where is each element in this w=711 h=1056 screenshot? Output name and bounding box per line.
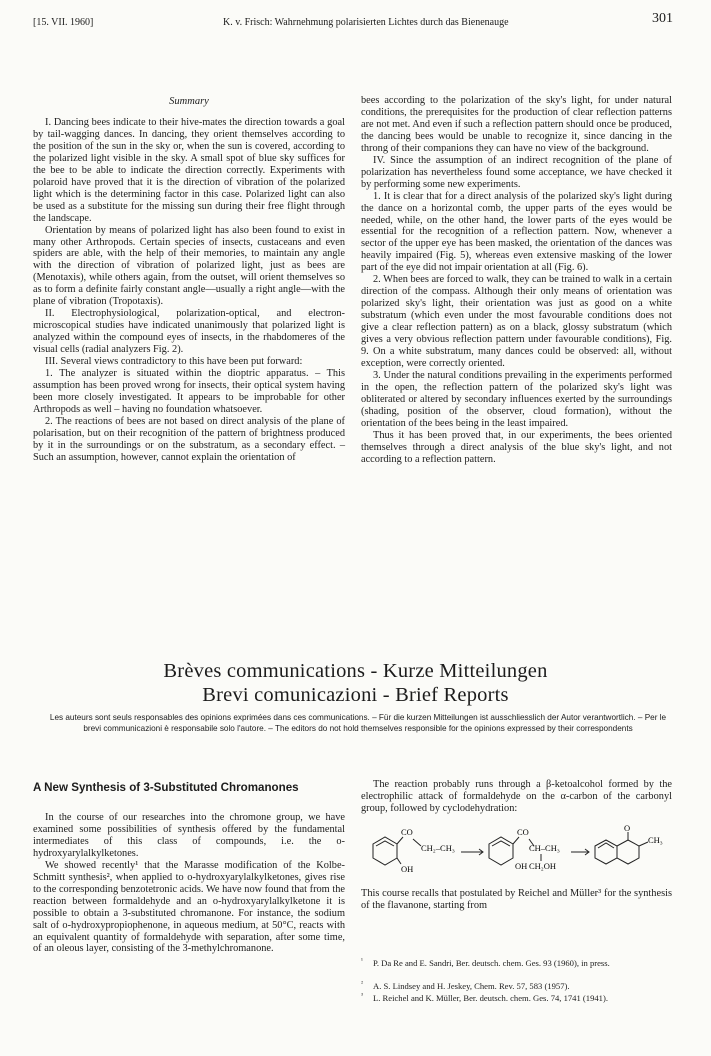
paragraph: Thus it has been proved that, in our experiments, the bees oriented themselves through a direct analysis of the blue sky's light, and not according to a reflection pattern.	[361, 429, 672, 465]
reaction-scheme	[361, 824, 672, 886]
scheme-ch3: CH₃	[648, 835, 663, 845]
scheme-chain-1: CH₂–CH₃	[421, 843, 455, 853]
paragraph: Orientation by means of polarized light has also been found to exist in many other Arthropods. Certain species of insects, custaceans and even spiders are able, with the help of their memories, to maintain any angle with the direction of vibration of polarized light, just as bees are (Menotaxis), while others again, from the outset, will orient themselves so as to form a definite fairly constant angle—usually a right angle—with the plane of vibration (Tropotaxis).	[33, 224, 345, 308]
scheme-ch2oh: CH₂OH	[529, 861, 557, 871]
article-title: A New Synthesis of 3-Substituted Chromanones	[33, 781, 299, 794]
running-header	[33, 13, 673, 29]
paragraph: We showed recently¹ that the Marasse modification of the Kolbe-Schmitt synthesis², when applied to o-hydroxyarylalkylketones, gives rise to the corresponding benzotetronic acids. We have now found that from the reaction between formaldehyde and an o-hydroxyarylalkylketone it is possible to obtain a 3-substituted chromanone. For instance, the sodium salt of o-hydroxypropiophenone, in aqueous medium, at 50°C, reacts with an equivalent quantity of formaldehyde with separation, after some time, of an oleous layer, consisting of the 3-methylchromanone.	[33, 859, 345, 955]
paragraph: 3. Under the natural conditions prevailing in the experiments performed in the open, the reflection pattern of the polarized sky's light was obliterated or altered by secondary influences exerted by the surroundings (shading, position of the observer, cloud formation), without the orientation of the bees being in the least impaired.	[361, 369, 672, 429]
scheme-co-1: CO	[401, 827, 413, 837]
arrow	[461, 849, 483, 855]
page-number: 301	[652, 11, 673, 26]
scheme-oh-2: OH	[515, 861, 528, 871]
paragraph: II. Electrophysiological, polarization-optical, and electron-microscopical studies have indicated unanimously that polarized light is analyzed within the compound eyes of insects, in the rhabdomeres of the visual cells (radial analyzers Fig. 2).	[33, 308, 345, 356]
section-title-line2: Brevi comunicazioni - Brief Reports	[202, 684, 509, 706]
paragraph: In the course of our researches into the chromone group, we have examined some possibilities of synthesis offered by the fundamental intermediates of this class of compounds, i.e. the o-hydroxyarylalkylketones.	[33, 812, 345, 859]
paragraph: 1. The analyzer is situated within the dioptric apparatus. – This assumption has been proved wrong for insects, their optical system having been more closely investigated. It appears to be improbable for other Arthropods as well – having no foundation whatsoever.	[33, 368, 345, 415]
article-left-column	[33, 812, 345, 955]
running-title: K. v. Frisch: Wahrnehmung polarisierten Lichtes durch das Bienenauge	[223, 17, 509, 28]
paragraph: This course recalls that postulated by Reichel and Müller³ for the synthesis of the flavanone, starting from	[361, 888, 672, 911]
paragraph: The reaction probably runs through a β-ketoalcohol formed by the electrophilic attack of formaldehyde on the α-carbon of the carbonyl group, followed by cyclodehydration:	[361, 779, 672, 814]
paragraph: 2. The reactions of bees are not based on direct analysis of the plane of polarisation, but on their recognition of the pattern of brightness produced by it in the surroundings or on the substratum, as a secondary effect. – Such an assumption, however, cannot explain the orientation of	[33, 415, 345, 463]
scheme-co-2: CO	[517, 827, 529, 837]
scheme-o-3: O	[624, 824, 631, 833]
summary-right-column	[361, 95, 672, 466]
paragraph: bees according to the polarization of the sky's light, for under natural conditions, the prerequisites for the production of clear reflection patterns are not met. And even if such a reflection pattern should once be produced, the dancing bees would be unable to recognize it, since dancing in the throng of their companions they can have no view of the background.	[361, 95, 672, 154]
footnote-3: ³ L. Reichel and K. Müller, Ber. deutsch. chem. Ges. 74, 1741 (1941).	[361, 992, 608, 1003]
article-right-column-top	[361, 779, 672, 815]
article-right-column-bottom	[361, 888, 672, 912]
scheme-oh-1: OH	[401, 864, 414, 874]
chromanone-ring	[595, 832, 648, 864]
footnote-2: ² A. S. Lindsey and H. Jeskey, Chem. Rev. 57, 583 (1957).	[361, 980, 570, 991]
footnote-text: A. S. Lindsey and H. Jeskey, Chem. Rev. 57, 583 (1957).	[373, 981, 570, 991]
paragraph: I. Dancing bees indicate to their hive-mates the direction towards a goal by tail-wagging dances. In dancing, they orient themselves according to the position of the sun in the sky or, when the sun is covered, according to the polarized light visible in the sky. A small spot of blue sky suffices for the bee to be able to indicate the direction correctly. Experiments with polaroid have proved that it is the direction of vibration of the polarized light which is the determining factor in this case. Polarized light can also be used as a substitute for the missing sun during their free flight through the landscape.	[33, 117, 345, 224]
issue-date: [15. VII. 1960]	[33, 17, 94, 28]
footnote-text: L. Reichel and K. Müller, Ber. deutsch. chem. Ges. 74, 1741 (1941).	[373, 993, 608, 1003]
editorial-disclaimer: Les auteurs sont seuls responsables des opinions exprimées dans ces communications. – Für die kurzen Mitteilungen ist ausschliesslich der Autor verantwortlich. – Per le brevi communicazioni è responsabile solo l'autore. – The editors do not hold themselves responsible for the opinions expressed by their correspondents	[49, 713, 667, 733]
arrow	[571, 849, 589, 855]
summary-left-column	[33, 117, 345, 464]
paragraph: 2. When bees are forced to walk, they can be trained to walk in a certain direction of the compass. Although their only means of orientation was polarized sky's light, their orientation was just as good on a white substratum (which even under the most favourable conditions does not give a clear reflection pattern) as on a black, glossy substratum (which gives a very obvious reflection pattern under favourable conditions), Fig. 9. On a white substratum, many dances could be observed: all, without exception, were correctly oriented.	[361, 274, 672, 369]
summary-heading: Summary	[169, 96, 209, 107]
footnote-1: ¹ P. Da Re and E. Sandri, Ber. deutsch. chem. Ges. 93 (1960), in press.	[361, 957, 610, 968]
footnote-text: P. Da Re and E. Sandri, Ber. deutsch. chem. Ges. 93 (1960), in press.	[373, 958, 610, 968]
paragraph: III. Several views contradictory to this have been put forward:	[45, 356, 303, 368]
scheme-chain-2: CH–CH₃	[529, 843, 560, 853]
paragraph: 1. It is clear that for a direct analysis of the polarized sky's light during the dance on a horizontal comb, the upper parts of the eyes would be needed, while, on the other hand, the lower parts of the eyes would be essential for the recognition of a reflection pattern. Now, whenever a sector of the upper eye has been masked, the orientation of the dances was heavily impaired (Fig. 5), whereas even extensive masking of the lower part of the eye did not impair orientation at all (Fig. 6).	[361, 190, 672, 274]
section-title-line1: Brèves communications - Kurze Mitteilungen	[163, 660, 548, 682]
benzene-ring	[373, 837, 421, 865]
paragraph: IV. Since the assumption of an indirect recognition of the plane of polarization has nevertheless found some acceptance, we have checked it by performing some new experiments.	[361, 154, 672, 190]
